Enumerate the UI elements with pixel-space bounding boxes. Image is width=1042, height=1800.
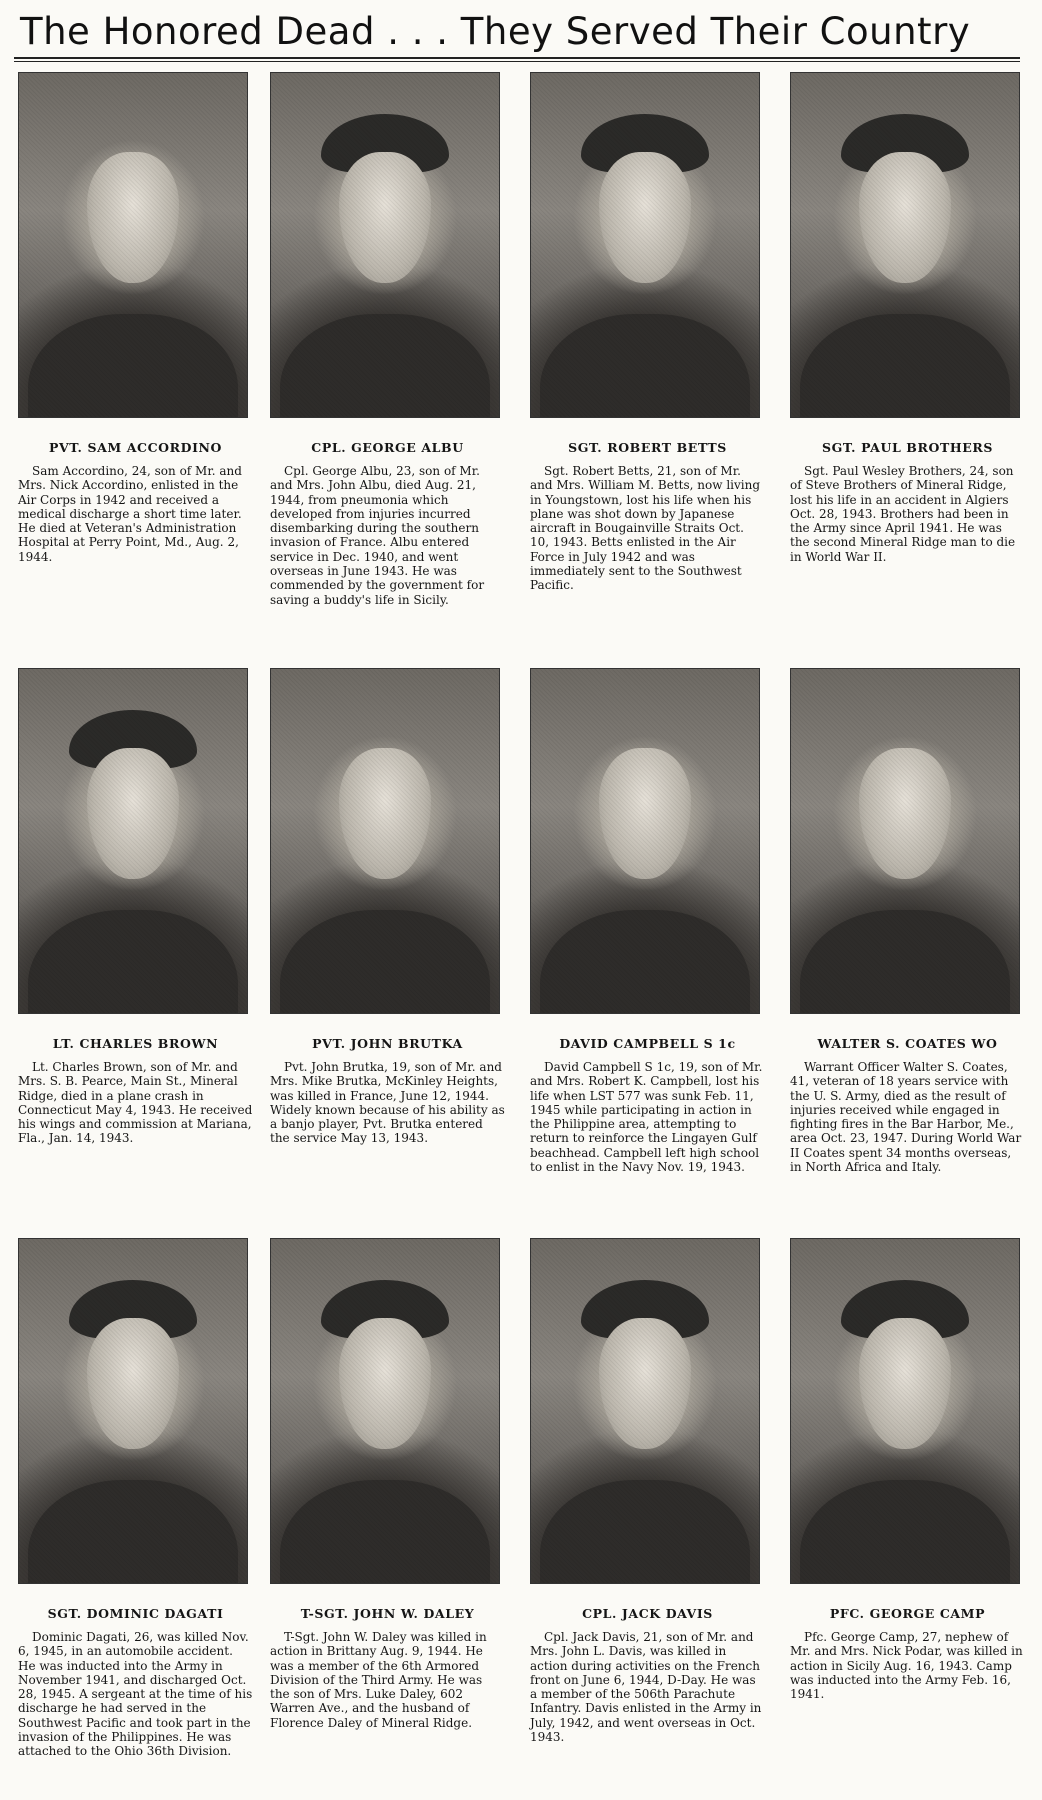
entry-name: T-SGT. JOHN W. DALEY (300, 1606, 475, 1621)
memorial-entry-brutka (270, 668, 505, 1146)
portrait-photo (270, 72, 500, 418)
entry-biography: Pfc. George Camp, 27, nephew of Mr. and Mrs. Nick Podar, was killed in action in Sicily Aug. 16, 1943. Camp was inducted into the Army Feb. 16, 1941. (790, 1630, 1023, 1702)
memorial-entry-coates (790, 668, 1025, 1174)
portrait-photo (530, 668, 760, 1014)
memorial-entry-daley (270, 1238, 505, 1730)
entry-name: PVT. SAM ACCORDINO (48, 440, 223, 455)
entry-biography: Sgt. Robert Betts, 21, son of Mr. and Mrs. William M. Betts, now living in Youngstown, lost his life when his plane was shot down by Japanese aircraft in Bougainville Straits Oct. 10, 1943. Betts enlisted in the Air Force in July 1942 and was immediately sent to the Southwest Pacific. (530, 464, 761, 593)
entry-biography: T-Sgt. John W. Daley was killed in action in Brittany Aug. 9, 1944. He was a member of the 6th Armored Division of the Third Army. He was the son of Mrs. Luke Daley, 602 Warren Ave., and the husband of Florence Daley of Mineral Ridge. (270, 1630, 487, 1730)
entry-name: CPL. JACK DAVIS (582, 1606, 713, 1621)
entry-name: SGT. ROBERT BETTS (568, 440, 727, 455)
memorial-entry-davis (530, 1238, 765, 1744)
memorial-entry-brown (18, 668, 253, 1146)
entry-name: PFC. GEORGE CAMP (829, 1606, 986, 1621)
portrait-photo (270, 1238, 500, 1584)
title-rule (14, 57, 1020, 59)
portrait-photo (270, 668, 500, 1014)
entry-name: CPL. GEORGE ALBU (311, 440, 464, 455)
portrait-photo (790, 72, 1020, 418)
memorial-entry-camp (790, 1238, 1025, 1701)
entry-biography: Pvt. John Brutka, 19, son of Mr. and Mrs. Mike Brutka, McKinley Heights, was killed in France, June 12, 1944. Widely known because of his ability as a banjo player, Pvt. Brutka entered the service May 13, 1943. (270, 1060, 505, 1146)
memorial-entry-albu (270, 72, 505, 607)
portrait-photo (530, 1238, 760, 1584)
entry-name: DAVID CAMPBELL S 1c (559, 1036, 736, 1051)
entry-name: SGT. DOMINIC DAGATI (47, 1606, 224, 1621)
memorial-entry-accordino (18, 72, 253, 564)
portrait-photo (790, 668, 1020, 1014)
entry-name: SGT. PAUL BROTHERS (821, 440, 994, 455)
memorial-entry-campbell (530, 668, 765, 1174)
portrait-photo (18, 1238, 248, 1584)
entry-biography: David Campbell S 1c, 19, son of Mr. and Mrs. Robert K. Campbell, lost his life when LST 577 was sunk Feb. 11, 1945 while participating in action in the Philippine area, attempting to return to reinforce the Lingayen Gulf beachhead. Campbell left high school to enlist in the Navy Nov. 19, 1943. (530, 1060, 763, 1175)
entry-biography: Sgt. Paul Wesley Brothers, 24, son of Steve Brothers of Mineral Ridge, lost his life in an accident in Algiers Oct. 28, 1943. Brothers had been in the Army since April 1941. He was the second Mineral Ridge man to die in World War II. (790, 464, 1016, 564)
portrait-photo (18, 668, 248, 1014)
entry-name: LT. CHARLES BROWN (52, 1036, 219, 1051)
entry-biography: Cpl. Jack Davis, 21, son of Mr. and Mrs. John L. Davis, was killed in action during activities on the French front on June 6, 1944, D-Day. He was a member of the 506th Parachute Infantry. Davis enlisted in the Army in July, 1942, and went overseas in Oct. 1943. (530, 1630, 762, 1745)
memorial-entry-dagati (18, 1238, 253, 1759)
entry-name: PVT. JOHN BRUTKA (312, 1036, 463, 1051)
memorial-entry-betts (530, 72, 765, 593)
title-rule-thin (14, 61, 1020, 62)
portrait-photo (18, 72, 248, 418)
memorial-entry-brothers (790, 72, 1025, 564)
entry-name: WALTER S. COATES WO (817, 1036, 998, 1051)
portrait-photo (790, 1238, 1020, 1584)
page-title: The Honored Dead . . . They Served Their Country (20, 10, 971, 53)
entry-biography: Dominic Dagati, 26, was killed Nov. 6, 1945, in an automobile accident. He was inducted into the Army in November 1941, and discharged Oct. 28, 1945. A sergeant at the time of his discharge he had served in the Southwest Pacific and took part in the invasion of the Philippines. He was attached to the Ohio 36th Division. (18, 1630, 253, 1759)
entry-biography: Cpl. George Albu, 23, son of Mr. and Mrs. John Albu, died Aug. 21, 1944, from pneumonia which developed from injuries incurred disembarking during the southern invasion of France. Albu entered service in Dec. 1940, and went overseas in June 1943. He was commended by the government for saving a buddy's life in Sicily. (270, 464, 485, 607)
entry-biography: Warrant Officer Walter S. Coates, 41, veteran of 18 years service with the U. S. Army, died as the result of injuries received while engaged in fighting fires in the Bar Harbor, Me., area Oct. 23, 1947. During World War II Coates spent 34 months overseas, in North Africa and Italy. (790, 1060, 1022, 1175)
entry-biography: Sam Accordino, 24, son of Mr. and Mrs. Nick Accordino, enlisted in the Air Corps in 1942 and received a medical discharge a short time later. He died at Veteran's Administration Hospital at Perry Point, Md., Aug. 2, 1944. (18, 464, 242, 564)
portrait-photo (530, 72, 760, 418)
entry-biography: Lt. Charles Brown, son of Mr. and Mrs. S. B. Pearce, Main St., Mineral Ridge, died in a plane crash in Connecticut May 4, 1943. He received his wings and commission at Mariana, Fla., Jan. 14, 1943. (18, 1060, 253, 1146)
